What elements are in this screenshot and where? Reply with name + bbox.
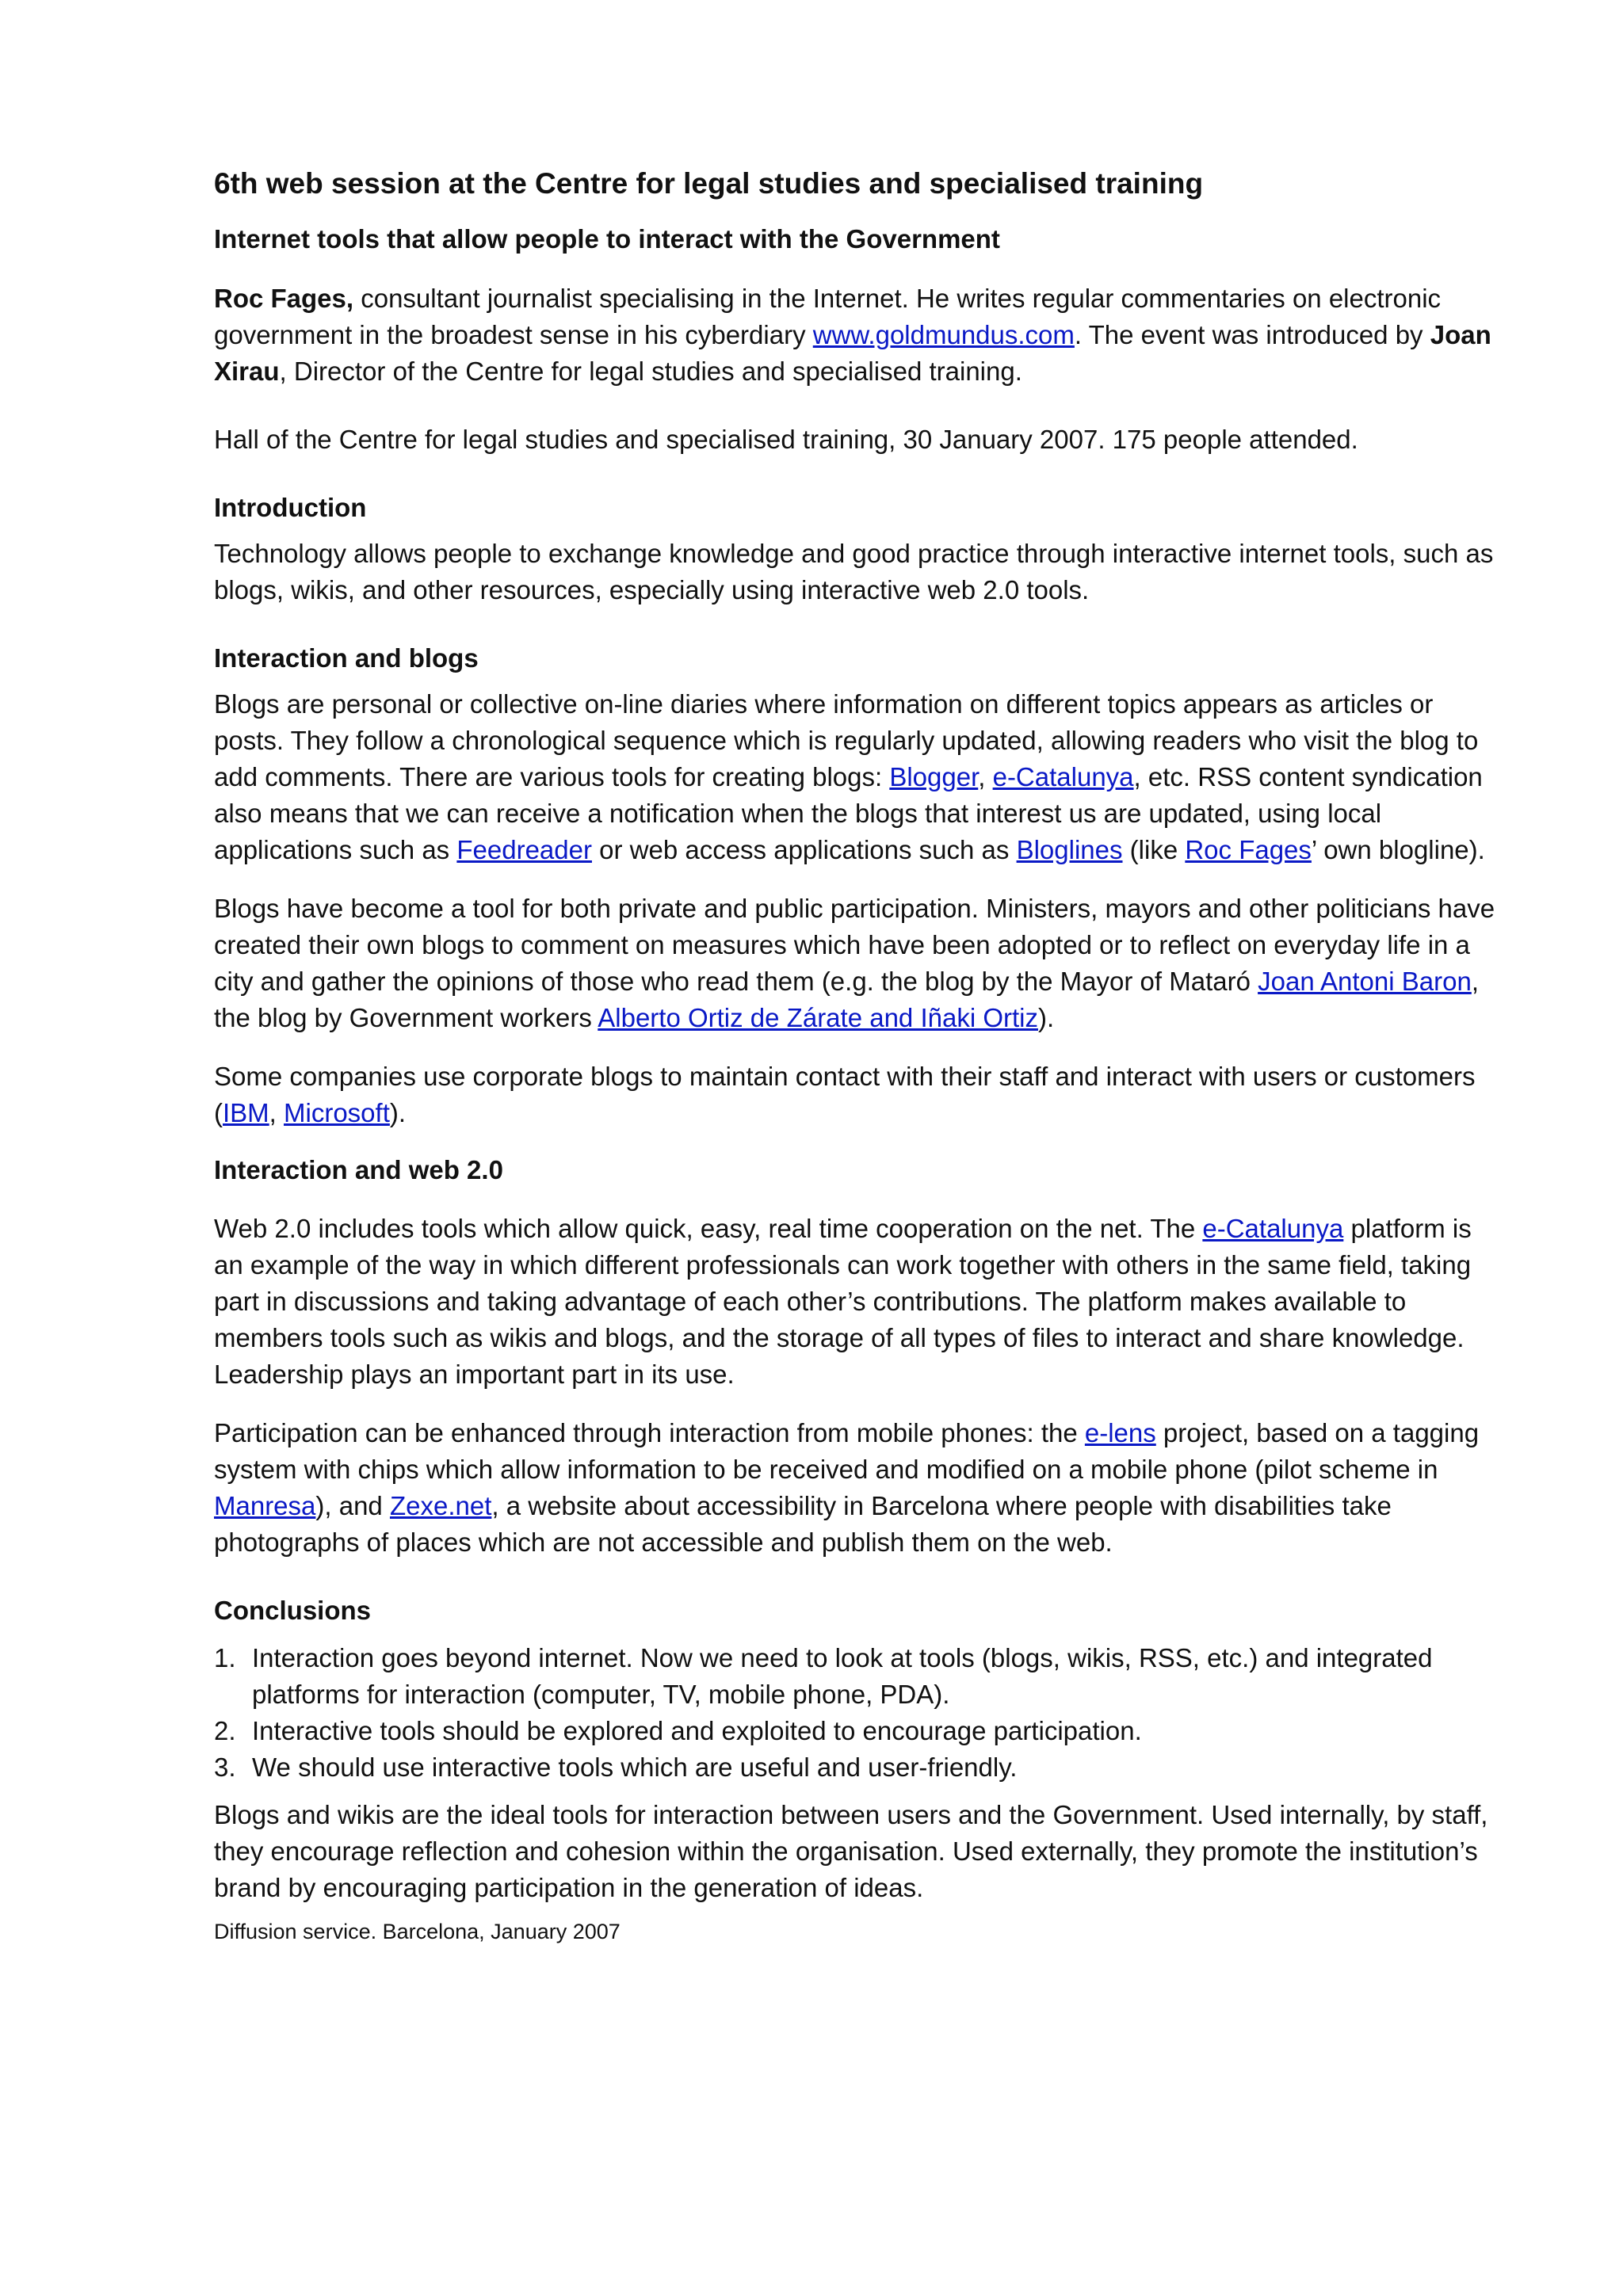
document-subtitle: Internet tools that allow people to interact with the Government: [214, 224, 1000, 254]
introduction-text: Technology allows people to exchange knowledge and good practice through interactive internet tools, such as blogs, wikis, and other resources, especially using interactive web 2.0 tools.: [214, 538, 1494, 605]
document-title: 6th web session at the Centre for legal studies and specialised training: [214, 167, 1204, 200]
blogs-paragraph-3: Some companies use corporate blogs to maintain contact with their staff and interact with users or customers (IBM, Microsoft).: [214, 1061, 1476, 1127]
document-footer: Diffusion service. Barcelona, January 2007: [214, 1919, 621, 1943]
conclusions-closing: Blogs and wikis are the ideal tools for interaction between users and the Government. Used internally, by staff, they encourage reflection and cohesion within the organisation. Used externally, they promote the institution’s brand by encouraging participation in the generation of ideas.: [214, 1799, 1488, 1902]
ecatalunya-platform-link[interactable]: e-Catalunya: [1202, 1213, 1344, 1243]
introducer-name: Joan Xirau: [214, 319, 1491, 386]
blogs-paragraph-2: Blogs have become a tool for both private and public participation. Ministers, mayors and other politicians have created their own blogs to comment on measures which have been adopted or to reflect on everyday life in a city and gather the opinions of those who read them (e.g. the blog by the Mayor of Mataró Joan Antoni Baron, the blog by Government workers Alberto Ortiz de Zárate and Iñaki Ortiz).: [214, 893, 1495, 1032]
zexe-link[interactable]: Zexe.net: [389, 1490, 492, 1520]
joan-antoni-baron-link[interactable]: Joan Antoni Baron: [1258, 966, 1472, 996]
elens-link[interactable]: e-lens: [1084, 1417, 1156, 1447]
introduction-heading: Introduction: [214, 492, 367, 522]
blogs-paragraph-1: Blogs are personal or collective on-line diaries where information on different topics appears as articles or posts. They follow a chronological sequence which is regularly updated, allowing readers who visit the blog to add comments. There are various tools for creating blogs: Blogger, e-Catalunya, etc. RSS content syndication also means that we can receive a notification when the blogs that interest us are updated, using local applications such as Feedreader or web access applications such as Bloglines (like Roc Fages’ own blogline).: [214, 688, 1485, 864]
conclusions-list: [214, 1640, 1498, 1786]
blogs-heading: Interaction and blogs: [214, 643, 479, 673]
venue-paragraph: Hall of the Centre for legal studies and specialised training, 30 January 2007. 175 people attended.: [214, 424, 1358, 454]
web20-paragraph-1: Web 2.0 includes tools which allow quick, easy, real time cooperation on the net. The e-Catalunya platform is an example of the way in which different professionals can work together with others in the same field, taking part in discussions and taking advantage of each other’s contributions. The platform makes available to members tools such as wikis and blogs, and the storage of all types of files to interact and share knowledge. Leadership plays an important part in its use.: [214, 1213, 1472, 1389]
ortiz-link[interactable]: Alberto Ortiz de Zárate and Iñaki Ortiz: [598, 1002, 1038, 1032]
goldmundus-link[interactable]: www.goldmundus.com: [812, 319, 1075, 349]
microsoft-link[interactable]: Microsoft: [284, 1097, 390, 1127]
ibm-link[interactable]: IBM: [223, 1097, 269, 1127]
list-item: 1. Interaction goes beyond internet. Now we need to look at tools (blogs, wikis, RSS, etc.) and integrated platforms for interaction (computer, TV, mobile phone, PDA).: [214, 1642, 1433, 1709]
bloglines-link[interactable]: Bloglines: [1016, 834, 1123, 864]
document-page: [214, 166, 1498, 1946]
web20-paragraph-2: Participation can be enhanced through interaction from mobile phones: the e-lens project, based on a tagging system with chips which allow information to be received and modified on a mobile phone (pilot scheme in Manresa), and Zexe.net, a website about accessibility in Barcelona where people with disabilities take photographs of places which are not accessible and publish them on the web.: [214, 1417, 1480, 1557]
speaker-paragraph: Roc Fages, consultant journalist specialising in the Internet. He writes regular commentaries on electronic government in the broadest sense in his cyberdiary www.goldmundus.com. The event was introduced by Joan Xirau, Director of the Centre for legal studies and specialised training.: [214, 283, 1491, 386]
feedreader-link[interactable]: Feedreader: [456, 834, 592, 864]
conclusions-heading: Conclusions: [214, 1595, 372, 1625]
web20-heading: Interaction and web 2.0: [214, 1154, 503, 1184]
roc-fages-link[interactable]: Roc Fages: [1185, 834, 1312, 864]
list-item: 2. Interactive tools should be explored and exploited to encourage participation.: [214, 1715, 1142, 1745]
manresa-link[interactable]: Manresa: [214, 1490, 316, 1520]
list-item: 3. We should use interactive tools which are useful and user-friendly.: [214, 1752, 1018, 1782]
ecatalunya-link[interactable]: e-Catalunya: [992, 761, 1134, 791]
blogger-link[interactable]: Blogger: [889, 761, 979, 791]
speaker-name: Roc Fages,: [214, 283, 354, 313]
